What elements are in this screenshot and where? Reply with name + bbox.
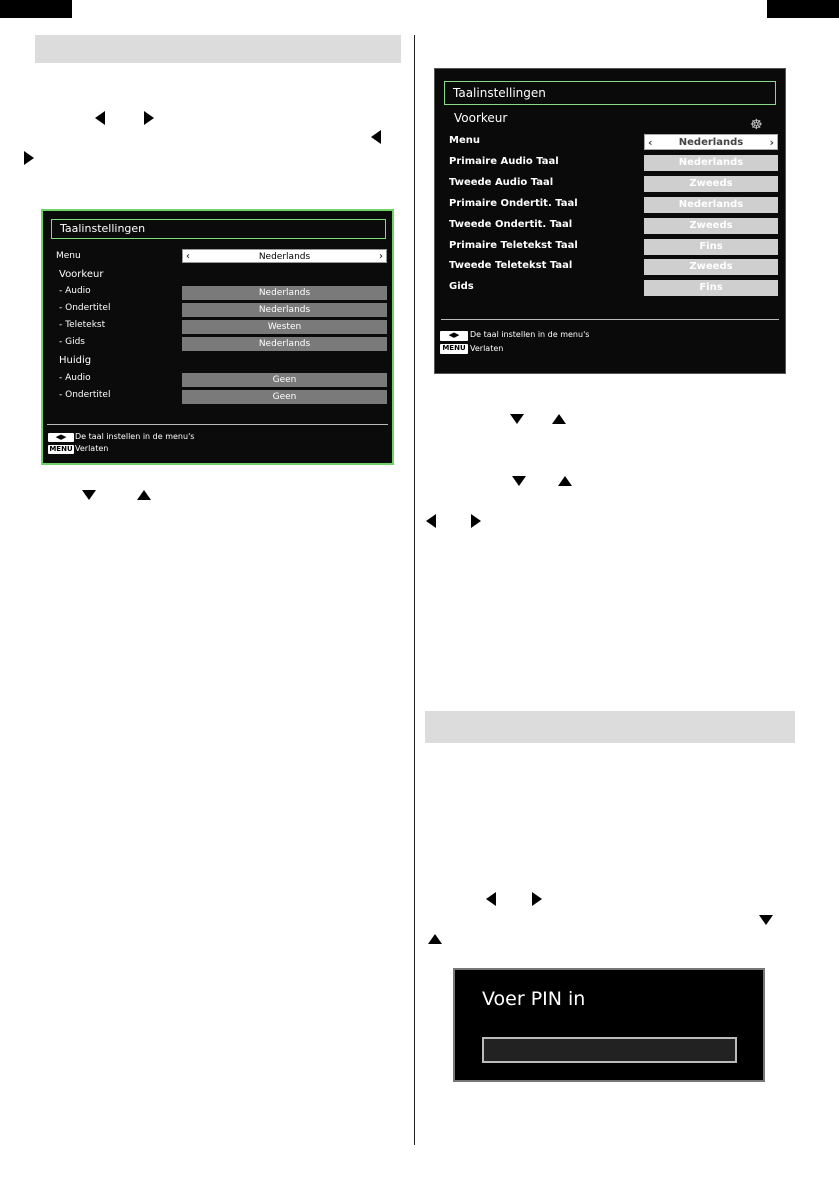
language-settings-screen: [41, 209, 394, 465]
pref-guide-label: - Gids: [59, 337, 85, 347]
help-text-navigate: De taal instellen in de menu's: [75, 432, 195, 441]
column-divider: [414, 35, 415, 1145]
chevron-right-icon[interactable]: ›: [379, 251, 383, 262]
pin-dialog-title: Voer PIN in: [482, 988, 586, 1010]
navigation-keys-icon: ◀▶: [48, 433, 74, 442]
down-arrow-icon: [82, 490, 96, 500]
pref-guide-value[interactable]: Nederlands: [182, 337, 387, 351]
row-primary-subtitle-label: Primaire Ondertit. Taal: [449, 198, 578, 209]
section-header-bar: [35, 35, 401, 63]
row-second-teletext-label: Tweede Teletekst Taal: [449, 260, 573, 271]
left-arrow-icon: [95, 111, 105, 125]
row-guide-value[interactable]: Fins: [644, 280, 778, 296]
help-text-navigate: De taal instellen in de menu's: [470, 330, 590, 339]
up-arrow-icon: [558, 476, 572, 486]
pref-subtitle-value[interactable]: Nederlands: [182, 303, 387, 317]
help-divider: [47, 424, 388, 425]
section-header-bar: [425, 711, 795, 743]
chevron-left-icon[interactable]: ‹: [186, 251, 190, 262]
down-arrow-icon: [512, 476, 526, 486]
preference-subtitle: Voorkeur: [454, 111, 508, 125]
menu-key-icon: MENU: [49, 445, 73, 453]
pref-audio-value[interactable]: Nederlands: [182, 286, 387, 300]
row-primary-subtitle-value[interactable]: Nederlands: [644, 197, 778, 213]
navigation-keys-icon: ◀▶: [440, 331, 468, 341]
row-menu-label: Menu: [449, 135, 480, 146]
pref-teletext-value[interactable]: Westen: [182, 320, 387, 334]
camera-icon: ☸: [750, 117, 763, 133]
down-arrow-icon: [759, 915, 773, 925]
row-menu-value: Nederlands: [678, 137, 744, 148]
right-arrow-icon: [471, 514, 481, 528]
screen-title: Taalinstellingen: [51, 219, 386, 239]
right-arrow-icon: [532, 892, 542, 906]
help-text-exit: Verlaten: [470, 344, 504, 353]
chevron-right-icon[interactable]: ›: [769, 136, 774, 149]
row-second-teletext-value[interactable]: Zweeds: [644, 259, 778, 275]
current-heading: Huidig: [59, 355, 92, 366]
menu-language-select[interactable]: [182, 249, 387, 263]
menu-language-value: Nederlands: [258, 252, 311, 262]
left-arrow-icon: [486, 892, 496, 906]
right-arrow-icon: [144, 111, 154, 125]
row-primary-teletext-label: Primaire Teletekst Taal: [449, 240, 578, 251]
pref-audio-label: - Audio: [59, 286, 91, 296]
row-primary-audio-value[interactable]: Nederlands: [644, 155, 778, 171]
row-menu-select[interactable]: [644, 134, 778, 150]
row-primary-audio-label: Primaire Audio Taal: [449, 156, 559, 167]
right-arrow-icon: [24, 151, 34, 165]
pin-input[interactable]: [482, 1037, 737, 1063]
menu-key-icon: MENU: [440, 344, 468, 354]
crop-mark: [767, 0, 839, 18]
left-arrow-icon: [371, 130, 381, 144]
up-arrow-icon: [552, 414, 566, 424]
row-guide-label: Gids: [449, 281, 474, 292]
up-arrow-icon: [137, 490, 151, 500]
row-second-subtitle-label: Tweede Ondertit. Taal: [449, 219, 573, 230]
help-text-exit: Verlaten: [75, 444, 109, 453]
row-second-audio-label: Tweede Audio Taal: [449, 177, 554, 188]
row-second-subtitle-value[interactable]: Zweeds: [644, 218, 778, 234]
crop-mark: [0, 0, 72, 18]
language-preference-screen: [434, 68, 786, 374]
current-audio-value: Geen: [182, 373, 387, 387]
up-arrow-icon: [428, 934, 442, 944]
row-second-audio-value[interactable]: Zweeds: [644, 176, 778, 192]
preference-heading: Voorkeur: [59, 269, 104, 280]
current-subtitle-value: Geen: [182, 390, 387, 404]
screen-title: Taalinstellingen: [444, 81, 776, 105]
current-subtitle-label: - Ondertitel: [59, 390, 111, 400]
menu-label: Menu: [56, 251, 81, 261]
down-arrow-icon: [510, 414, 524, 424]
current-audio-label: - Audio: [59, 373, 91, 383]
row-primary-teletext-value[interactable]: Fins: [644, 239, 778, 255]
pref-subtitle-label: - Ondertitel: [59, 303, 111, 313]
pref-teletext-label: - Teletekst: [59, 320, 106, 330]
help-divider: [441, 319, 779, 320]
left-arrow-icon: [426, 514, 436, 528]
chevron-left-icon[interactable]: ‹: [648, 136, 653, 149]
pin-dialog: [453, 968, 765, 1082]
